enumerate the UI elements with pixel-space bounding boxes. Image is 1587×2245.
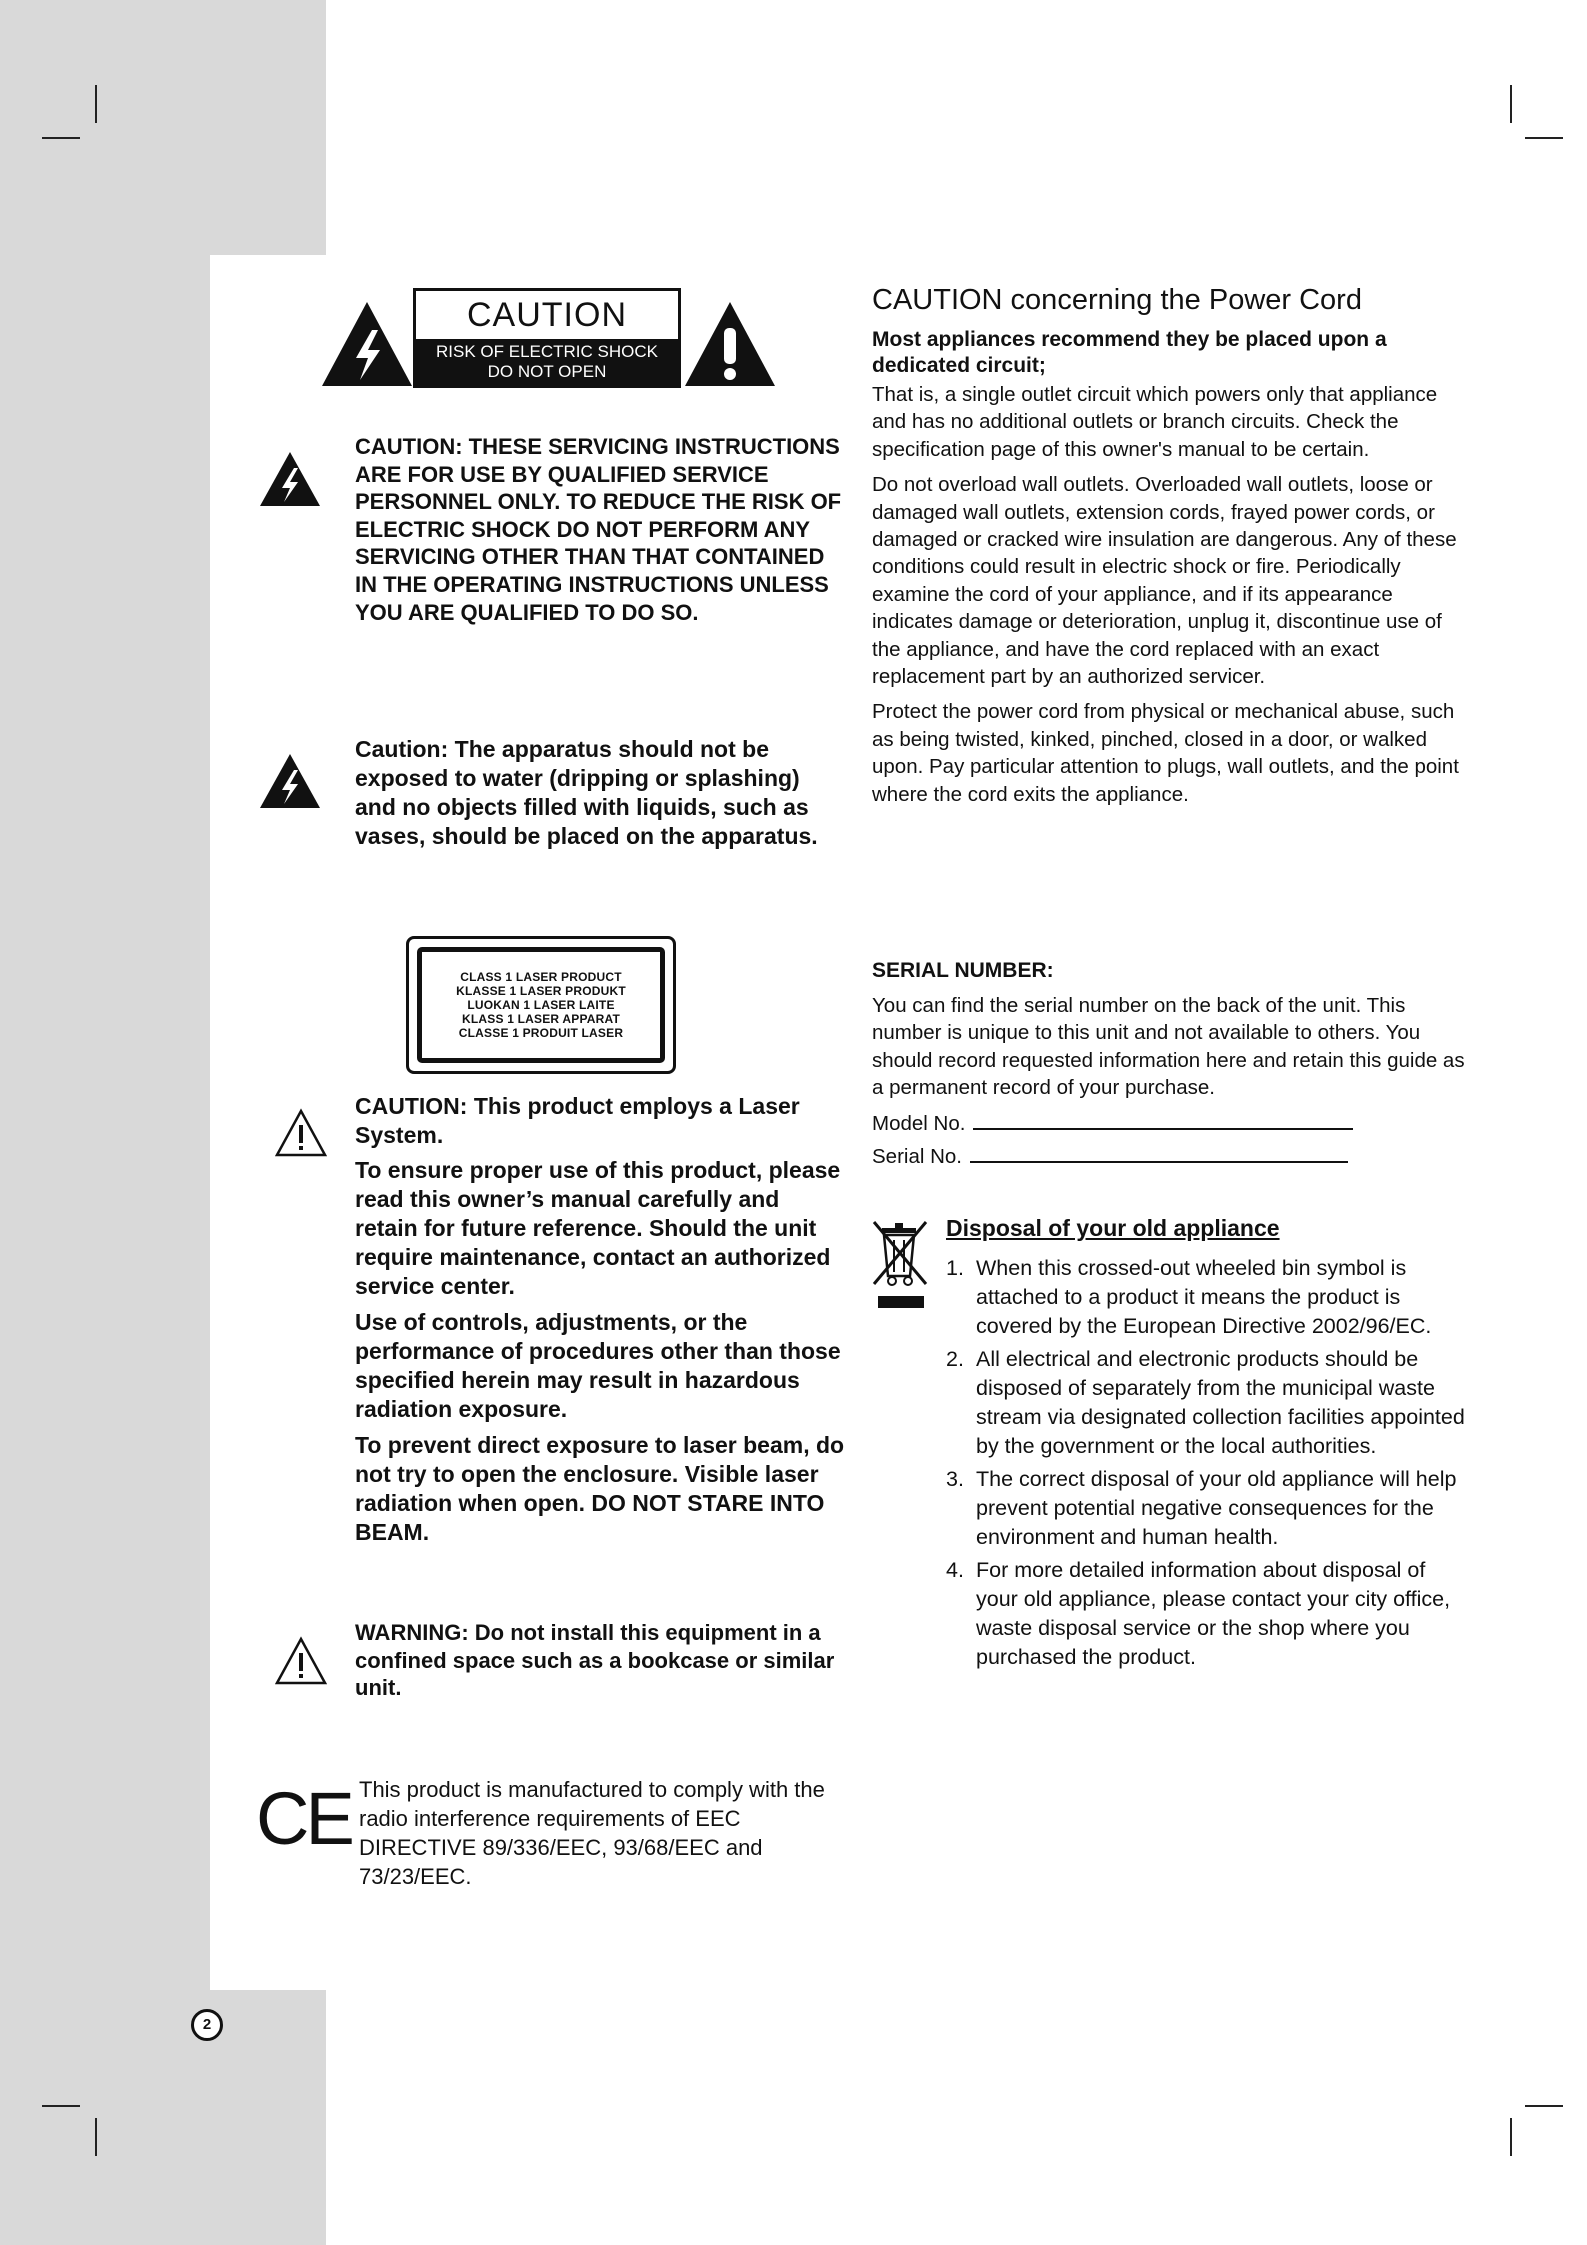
caution-label-band xyxy=(416,339,678,385)
water-caution-text: Caution: The apparatus should not be exposed to water (dripping or splashing) and no objects filled with liquids, such as vases, should be placed on the apparatus. xyxy=(355,736,818,849)
list-item-number: 1. xyxy=(946,1256,964,1280)
crop-mark xyxy=(1510,85,1512,123)
laser-label-line: LUOKAN 1 LASER LAITE xyxy=(467,998,615,1012)
power-cord-paragraph: That is, a single outlet circuit which powers only that appliance and has no additional outlets or branch circuits. Check the specification page of this owner's manual to be certain. xyxy=(872,383,1438,461)
serial-number-label: Serial No. xyxy=(872,1145,963,1169)
model-number-field xyxy=(872,1110,1472,1137)
list-item-text: The correct disposal of your old appliance will help prevent potential negative consequences for the environment and human health. xyxy=(976,1467,1457,1549)
power-cord-paragraph: Protect the power cord from physical or mechanical abuse, such as being twisted, kinked, pinched, closed in a door, or walked upon. Pay particular attention to plugs, wall outlets, and the point where the cord exits the appliance. xyxy=(872,700,1459,806)
power-cord-paragraph: Do not overload wall outlets. Overloaded wall outlets, loose or damaged wall outlets, extension cords, frayed power cords, or damaged or cracked wire insulation are dangerous. Any of these conditions could result in electric shock or fire. Periodically examine the cord of your appliance, and if its appearance indicates damage or deterioration, unplug it, discontinue use of the appliance, and have the cord replaced with an exact replacement part by an authorized servicer. xyxy=(872,473,1457,689)
laser-label-line: KLASS 1 LASER APPARAT xyxy=(462,1012,620,1026)
crop-mark xyxy=(95,2118,97,2156)
lightning-warning-icon xyxy=(258,752,322,810)
list-item-text: For more detailed information about disposal of your old appliance, please contact your city office, waste disposal service or the shop where you purchased the product. xyxy=(976,1558,1451,1669)
power-cord-subtitle: Most appliances recommend they be placed upon a dedicated circuit; xyxy=(872,328,1387,377)
laser-caution-heading: CAUTION: This product employs a Laser System. xyxy=(355,1093,800,1148)
laser-label-line: CLASSE 1 PRODUIT LASER xyxy=(458,1026,624,1040)
ce-mark: CE xyxy=(256,1777,351,1860)
lightning-warning-icon xyxy=(320,300,414,388)
caution-band-line: DO NOT OPEN xyxy=(487,362,607,381)
crop-mark xyxy=(1525,2105,1563,2107)
crop-mark xyxy=(42,2105,80,2107)
crop-mark xyxy=(1525,137,1563,139)
list-item-number: 3. xyxy=(946,1467,964,1491)
serial-number-blank xyxy=(970,1143,1348,1163)
serial-number-text: You can find the serial number on the back of the unit. This number is unique to this unit and not available to others. You should record requested information here and retain this guide as a permanent record of your purchase. xyxy=(872,994,1465,1100)
crop-mark xyxy=(95,85,97,123)
ce-compliance-text: This product is manufactured to comply with the radio interference requirements of EEC DIRECTIVE 89/336/EEC, 93/68/EEC and 73/23/EEC. xyxy=(359,1777,825,1889)
disposal-list xyxy=(946,1254,1466,1672)
power-cord-title: CAUTION concerning the Power Cord xyxy=(872,284,1362,316)
crossed-out-bin-icon xyxy=(868,1218,934,1310)
page-number: 2 xyxy=(191,2009,223,2041)
laser-caution-paragraph: To prevent direct exposure to laser beam, do not try to open the enclosure. Visible laser radiation when open. DO NOT STARE INTO BEAM. xyxy=(355,1432,845,1545)
crop-mark xyxy=(42,137,80,139)
laser-caution-paragraph: To ensure proper use of this product, please read this owner’s manual carefully and retain for future reference. Should the unit require maintenance, contact an authorized service center. xyxy=(355,1157,841,1299)
caution-label-title: CAUTION xyxy=(467,296,627,334)
list-item xyxy=(946,1465,1466,1552)
list-item-text: All electrical and electronic products should be disposed of separately from the municipal waste stream via designated collection facilities appointed by the government or the local authorities. xyxy=(976,1347,1465,1458)
caution-band-line: RISK OF ELECTRIC SHOCK xyxy=(436,342,658,361)
list-item xyxy=(946,1556,1466,1672)
serial-number-title: SERIAL NUMBER: xyxy=(872,959,1054,982)
laser-product-label xyxy=(406,936,676,1074)
list-item xyxy=(946,1254,1466,1341)
crop-mark xyxy=(1510,2118,1512,2156)
list-item-number: 4. xyxy=(946,1558,964,1582)
lightning-warning-icon xyxy=(258,450,322,508)
caution-label xyxy=(413,288,681,388)
model-number-blank xyxy=(973,1110,1353,1130)
list-item xyxy=(946,1345,1466,1461)
exclamation-outline-icon xyxy=(275,1636,327,1686)
exclamation-outline-icon xyxy=(275,1108,327,1158)
laser-label-line: KLASSE 1 LASER PRODUKT xyxy=(456,984,626,998)
laser-label-line: CLASS 1 LASER PRODUCT xyxy=(460,970,622,984)
list-item-text: When this crossed-out wheeled bin symbol is attached to a product it means the product is covered by the European Directive 2002/96/EC. xyxy=(976,1256,1432,1338)
exclamation-warning-icon xyxy=(683,300,777,388)
model-number-label: Model No. xyxy=(872,1111,966,1135)
warning-text: WARNING: Do not install this equipment in a confined space such as a bookcase or similar unit. xyxy=(355,1620,835,1701)
servicing-caution-text: CAUTION: THESE SERVICING INSTRUCTIONS ARE FOR USE BY QUALIFIED SERVICE PERSONNEL ONLY. TO REDUCE THE RISK OF ELECTRIC SHOCK DO NOT PERFORM ANY SERVICING OTHER THAN THAT CONTAINED IN THE OPERATING INSTRUCTIONS UNLESS YOU ARE QUALIFIED TO DO SO. xyxy=(355,434,842,625)
list-item-number: 2. xyxy=(946,1347,964,1371)
laser-caution-paragraph: Use of controls, adjustments, or the performance of procedures other than those specified herein may result in hazardous radiation exposure. xyxy=(355,1309,841,1422)
serial-number-field xyxy=(872,1143,1472,1170)
disposal-title: Disposal of your old appliance xyxy=(946,1215,1280,1241)
